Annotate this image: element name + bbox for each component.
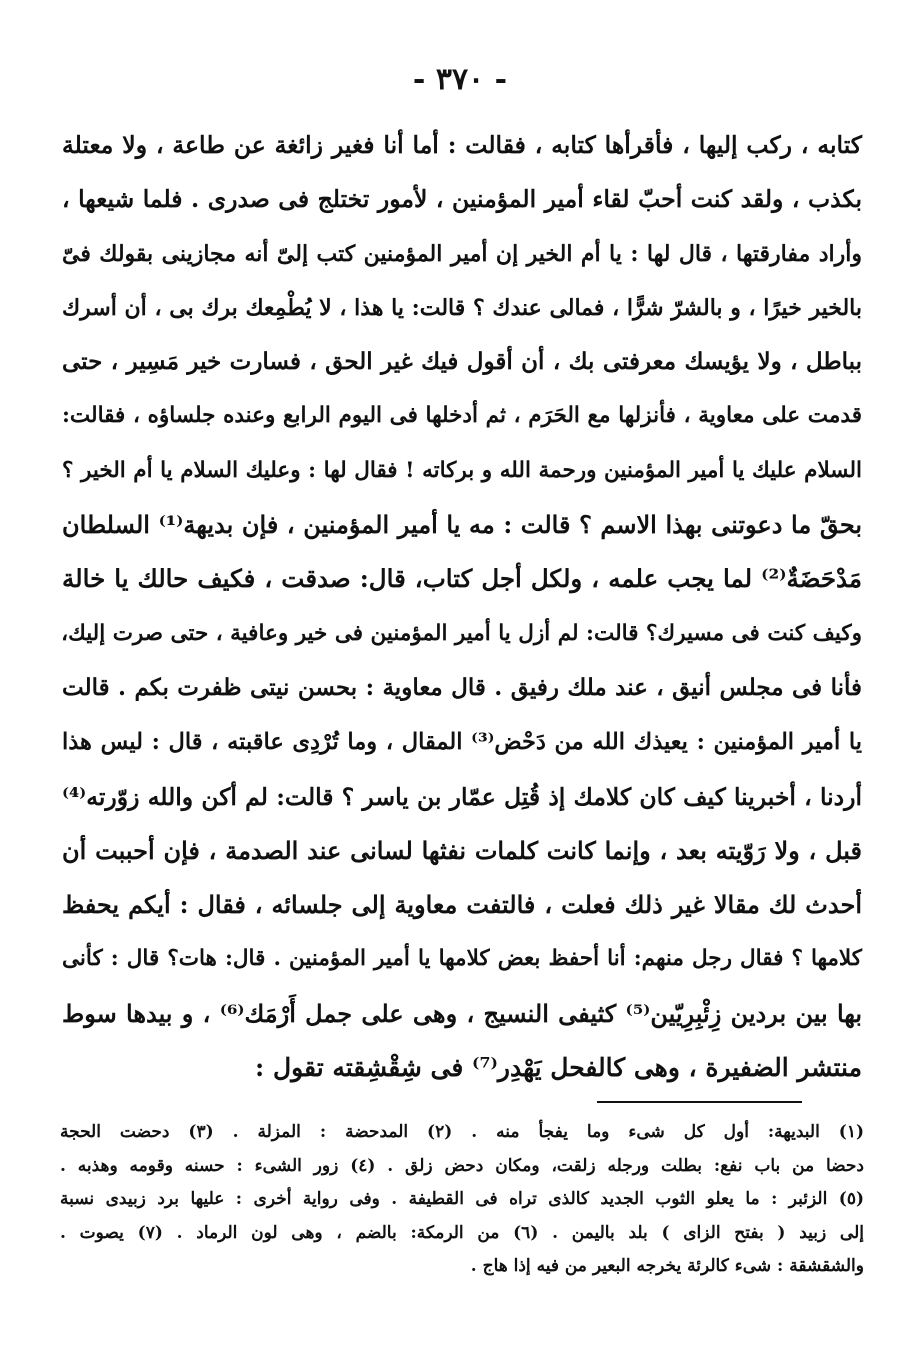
body-line: بالخير خيرًا ، و بالشرّ شرًّا ، فمالى عندك ؟ قالت: يا هذا ، لا يُطْمِعك برك بى ، أن أسرك bbox=[62, 294, 862, 321]
body-line: السلام عليك يا أمير المؤمنين ورحمة الله و بركاته ! فقال لها : وعليك السلام يا أم الخير ؟ bbox=[62, 457, 862, 483]
footnotes bbox=[60, 1116, 864, 1284]
body-line: قدمت على معاوية ، فأنزلها مع الحَرَم ، ثم أدخلها فى اليوم الرابع وعنده جلساؤه ، فقالت: bbox=[62, 403, 862, 429]
body-line: مَدْحَضَةٌ⁽²⁾ لما يجب علمه ، ولكل أجل كتاب، قال: صدقت ، فكيف حالك يا خالة bbox=[62, 564, 862, 594]
body-line: كتابه ، ركب إليها ، فأقرأها كتابه ، فقالت : أما أنا فغير زائغة عن طاعة ، ولا معتلة bbox=[62, 131, 862, 159]
body-line: بها بين بردين زِئْبِرِيّين⁽⁵⁾ كثيفى النسيج ، وهى على جمل أَرْمَك⁽⁶⁾ ، و بيدها سوط bbox=[62, 998, 862, 1028]
body-line: وكيف كنت فى مسيرك؟ قالت: لم أزل يا أمير المؤمنين فى خير وعافية ، حتى صرت إليك، bbox=[61, 620, 862, 646]
footnote-line: إلى زبيد ( بفتح الزاى ) بلد باليمن . (٦) من الرمكة: بالضم ، وهى لون الرماد . (٧) يصوت . bbox=[60, 1222, 864, 1243]
body-line: منتشر الضفيرة ، وهى كالفحل يَهْدِر⁽⁷⁾ فى شِقْشِقته تقول : bbox=[255, 1053, 862, 1083]
footnote-line: (٥) الزئبر : ما يعلو الثوب الجديد كالذى تراه فى القطيفة . وفى رواية أخرى : عليها برد زبيدى نسبة bbox=[60, 1189, 864, 1210]
body-line: يا أمير المؤمنين : يعيذك الله من دَحْض⁽³⁾ المقال ، وما تُرْدِى عاقبته ، قال : ليس هذا bbox=[62, 729, 862, 756]
body-line: قبل ، ولا رَوّيته بعد ، وإنما كانت كلمات نفثها لسانى عند الصدمة ، فإن أحببت أن bbox=[62, 835, 862, 865]
body-line: بكذب ، ولقد كنت أحبّ لقاء أمير المؤمنين ، لأمور تختلج فى صدرى . فلما شيعها ، bbox=[62, 185, 862, 214]
body-line: بحقّ ما دعوتنى بهذا الاسم ؟ قالت : مه يا أمير المؤمنين ، فإن بديهة⁽¹⁾ السلطان bbox=[62, 510, 863, 540]
footnote-line: دحضا من باب نفع: بطلت ورجله زلقت، ومكان دحض زلق . (٤) زور الشىء : حسنه وقومه وهذبه . bbox=[60, 1155, 864, 1176]
footnote-separator bbox=[597, 1101, 802, 1103]
body-line: وأراد مفارقتها ، قال لها : يا أم الخير إن أمير المؤمنين كتب إلىّ أنه مجازينى بقولك فىّ bbox=[62, 240, 862, 267]
page-number: - ٣٧٠ - bbox=[412, 62, 508, 97]
body-line: أردنا ، أخبرينا كيف كان كلامك إذ قُتِل عمّار بن ياسر ؟ قالت: لم أكن والله زوّرته⁽⁴⁾ bbox=[62, 782, 862, 811]
body-line: كلامها ؟ فقال رجل منهم: أنا أحفظ بعض كلامها يا أمير المؤمنين . قال: هات؟ قال : كأنى bbox=[62, 946, 862, 972]
body-line: أحدث لك مقالا غير ذلك فعلت ، فالتفت معاوية إلى جلسائه ، فقال : أيكم يحفظ bbox=[62, 890, 862, 920]
footnote-line: (١) البديهة: أول كل شىء وما يفجأ منه . (٢) المدحضة : المزلة . (٣) دحضت الحجة bbox=[60, 1122, 864, 1142]
body-text bbox=[62, 118, 862, 1095]
body-line: فأنا فى مجلس أنيق ، عند ملك رفيق . قال معاوية : بحسن نيتى ظفرت بكم . قالت bbox=[62, 673, 862, 701]
footnote-line: والشقشقة : شىء كالرئة يخرجه البعير من فيه إذا هاج . bbox=[470, 1256, 864, 1277]
body-line: بباطل ، ولا يؤيسك معرفتى بك ، أن أقول فيك غير الحق ، فسارت خير مَسِير ، حتى bbox=[62, 348, 862, 376]
